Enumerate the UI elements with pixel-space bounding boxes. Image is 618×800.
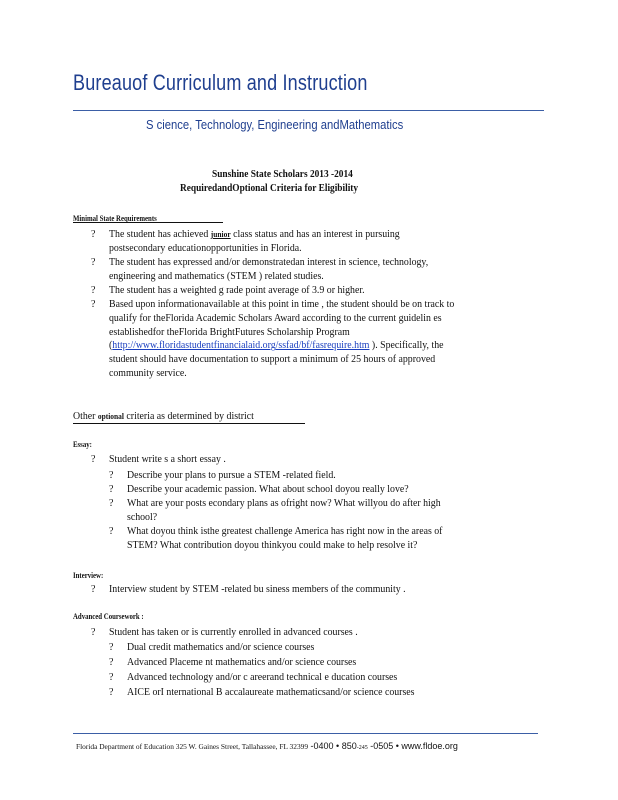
essay-sub-item: What doyou think isthe greatest challenge America has right now in the areas of [127,526,443,537]
minimal-requirements-label: Minimal State Requirements [73,214,157,223]
minimal-item-text: The student has a weighted g rade point average of 3.9 or higher. [109,285,365,296]
minimal-item-text: postsecondary educationopportunities in Florida. [109,242,302,254]
footer-phone-c: -0505 • www.fldoe.org [367,741,458,751]
minimal-item-bullet: ? [91,285,96,296]
minimal-item-line [109,256,428,269]
minimal-item-bullet: ? [91,299,96,310]
minimal-item-text: ( [109,340,113,352]
essay-sub-bullet: ? [109,498,114,509]
heading-line-1: Sunshine State Scholars 2013 -2014 [212,168,353,180]
minimal-item-text: The student has expressed and/or demonstratedan interest in science, technology, [109,257,429,268]
advanced-sub-item: Dual credit mathematics and/or science courses [127,642,315,653]
advanced-sub-item: AICE orI nternational B accalaureate mathematicsand/or science courses [127,687,415,698]
essay-sub-bullet: ? [109,470,114,481]
essay-sub-bullet: ? [109,484,114,495]
minimal-item-text: student should have documentation to support a minimum of 25 hours of approved [109,354,436,366]
advanced-coursework-label: Advanced Coursework : [73,612,144,621]
essay-sub-item: school? [127,512,158,523]
page-subtitle: S cience, Technology, Engineering andMathematics [146,118,404,132]
advanced-sub-bullet: ? [109,642,114,653]
essay-bullet: ? [91,454,96,465]
minimal-item-line [109,312,442,325]
essay-sub-item: STEM? What contribution doyou thinkyou could make to help resolve it? [127,540,418,551]
minimal-item-line [109,270,324,283]
minimal-item-text: establishedfor theFlorida BrightFutures Scholarship Program [109,326,350,338]
advanced-bullet: ? [91,627,96,638]
minimal-item-line [109,228,400,241]
essay-sub-item: Describe your plans to pursue a STEM -related field. [127,470,336,481]
advanced-sub-item: Advanced Placeme nt mathematics and/or science courses [127,657,357,668]
advanced-sub-bullet: ? [109,687,114,698]
footer-divider [73,733,538,734]
advanced-main: Student has taken or is currently enrolled in advanced courses . [109,627,358,638]
minimal-item-text: The student has achieved [109,229,211,240]
other-criteria-heading [73,410,254,423]
minimal-item-line [109,353,435,366]
advanced-sub-item: Advanced technology and/or c areerand technical e ducation courses [127,672,398,683]
interview-bullet: ? [91,584,96,595]
minimal-item-line [109,326,350,339]
header-divider [73,110,544,111]
minimal-item-line [109,298,454,311]
essay-sub-bullet: ? [109,526,114,537]
footer-address: Florida Department of Education 325 W. Gaines Street, Tallahassee, FL 32399 [76,742,309,751]
minimal-label-underline [73,222,223,223]
optional-word: optional [97,412,124,421]
page-title: Bureauof Curriculum and Instruction [73,70,368,95]
advanced-sub-bullet: ? [109,672,114,683]
advanced-sub-bullet: ? [109,657,114,668]
minimal-item-text: qualify for theFlorida Academic Scholars Award according to the current guidelin es [109,312,442,324]
essay-sub-item: What are your posts econdary plans as ofright now? What willyou do after high [127,498,441,509]
minimal-item-text: class status and has an interest in pursuing [230,229,400,240]
minimal-item-line [109,242,302,255]
minimal-item-line [109,284,365,297]
other-prefix: Other [73,411,98,422]
other-underline [73,423,305,424]
minimal-item-line [109,367,187,380]
essay-label: Essay: [73,440,92,449]
minimal-item-text: engineering and mathematics (STEM ) related studies. [109,270,324,282]
essay-main: Student write s a short essay . [109,454,226,465]
interview-main: Interview student by STEM -related bu siness members of the community . [109,584,406,595]
minimal-item-text: community service. [109,368,187,379]
interview-label: Interview: [73,571,104,580]
footer-phone-a: -0400 • 850 [308,741,357,751]
other-rest: criteria as determined by district [123,411,254,422]
essay-sub-item: Describe your academic passion. What about school doyou really love? [127,484,409,495]
minimal-item-text: Based upon informationavailable at this point in time , the student should be on track to [109,299,455,310]
junior-status: junior [210,230,231,239]
footer-phone-b: -245 [356,745,368,751]
minimal-item-line [109,339,444,352]
minimal-item-bullet: ? [91,257,96,268]
minimal-item-text: ). Specifically, the [369,340,444,352]
minimal-item-bullet: ? [91,229,96,240]
heading-line-2: RequiredandOptional Criteria for Eligibility [180,182,359,194]
fasrequire-link[interactable]: http://www.floridastudentfinancialaid.org/ssfad/bf/fasrequire.htm [112,340,370,352]
footer [76,741,458,751]
